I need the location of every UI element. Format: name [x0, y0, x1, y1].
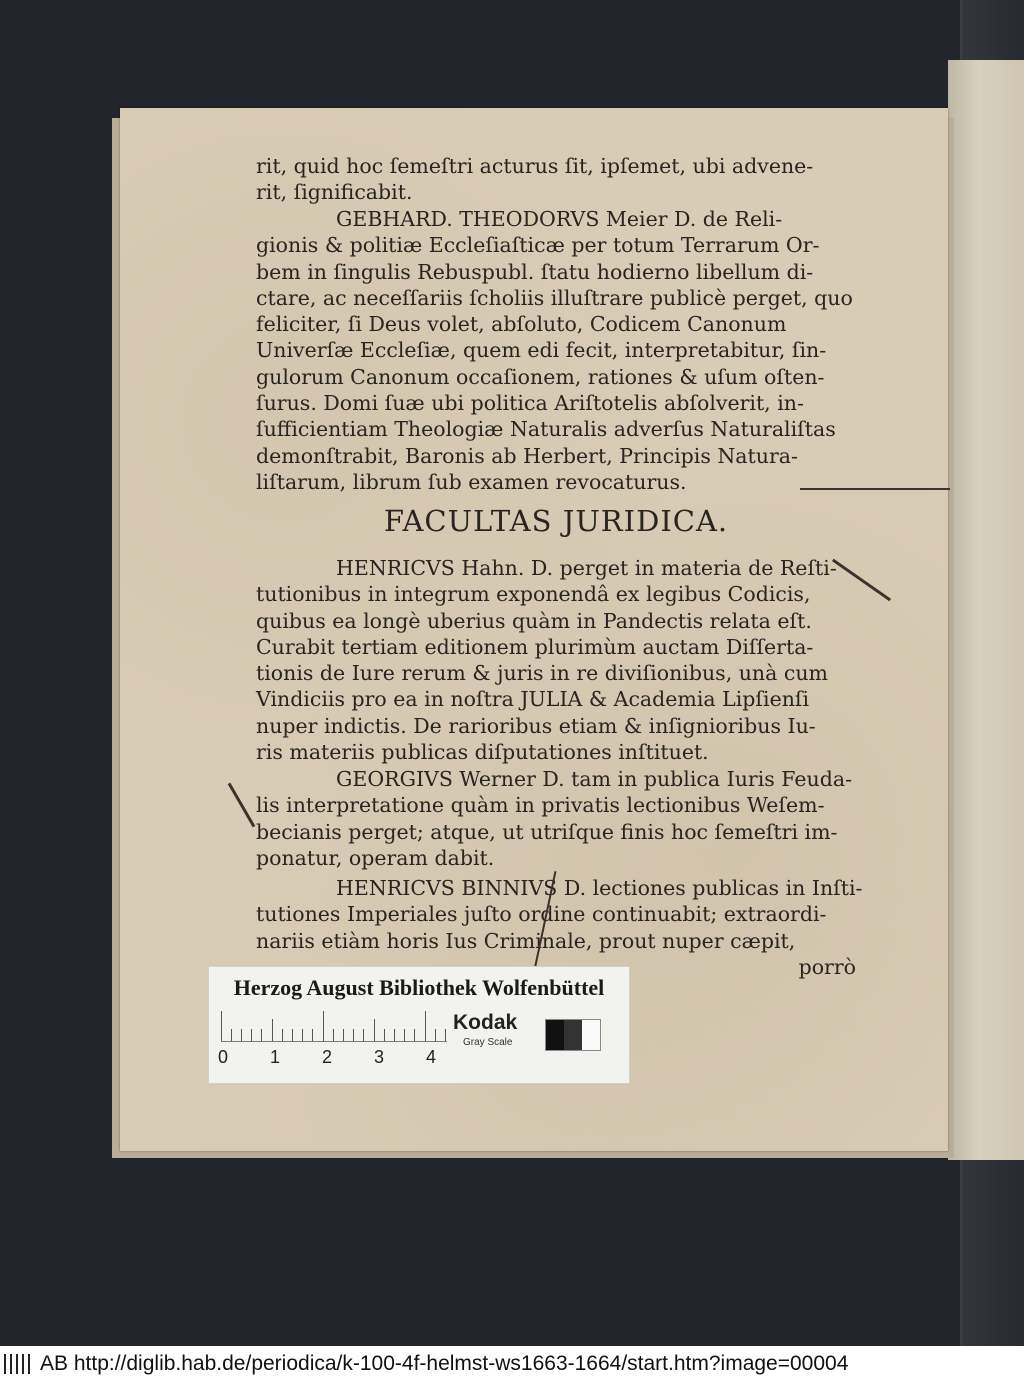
text-line: GEORGIVS Werner D. tam in publica Iuris Feuda-	[336, 767, 853, 791]
text-line: tutiones Imperiales juſto ordine continuabit; extraordi-	[256, 902, 827, 927]
library-name: Herzog August Bibliothek Wolfenbüttel	[233, 975, 605, 1000]
paragraph-binnius	[256, 875, 863, 980]
text-line: tutionibus in integrum exponendâ ex legibus Codicis,	[256, 582, 811, 607]
text-line: HENRICVS Hahn. D. perget in materia de Reſti-	[336, 556, 837, 580]
text-line: tionis de Iure rerum & juris in re diviſionibus, unà cum	[256, 661, 828, 686]
text-line: nariis etiàm horis Ius Criminale, prout nuper cæpit,	[256, 928, 796, 953]
text-line: rit, ſignificabit.	[256, 180, 413, 205]
ruler-number: 0	[217, 1047, 228, 1067]
url-footer	[0, 1346, 1024, 1383]
source-url[interactable]: AB http://diglib.hab.de/periodica/k-100-4f-helmst-ws1663-1664/start.htm?image=00004	[40, 1352, 849, 1375]
paragraph-continuation	[256, 153, 856, 206]
text-line: ſufficientiam Theologiæ Naturalis adverſus Naturaliſtas	[256, 417, 836, 442]
text-line: rit, quid hoc ſemeſtri acturus ſit, ipſemet, ubi advene-	[256, 154, 814, 178]
section-heading: FACULTAS JURIDICA.	[383, 504, 729, 538]
ruler-number: 2	[321, 1047, 332, 1067]
hab-logo-icon	[2, 1352, 42, 1378]
text-line: gionis & politiæ Eccleſiaſticæ per totum Terrarum Or-	[256, 233, 820, 258]
paragraph-hahn	[256, 555, 856, 765]
text-line: becianis perget; atque, ut utriſque finis hoc ſemeſtri im-	[256, 819, 838, 844]
text-line: ponatur, operam dabit.	[256, 845, 495, 870]
gray-scale-swatch	[545, 1019, 601, 1051]
kodak-logo: Kodak	[453, 1011, 518, 1034]
ruler-number: 4	[425, 1047, 436, 1067]
text-line: Vindiciis pro ea in noſtra JULIA & Academia Lipſienſi	[256, 687, 810, 712]
ruler-number: 1	[269, 1047, 280, 1067]
text-line: gulorum Canonum occaſionem, rationes & uſum oſten-	[256, 364, 825, 389]
scale-ruler	[221, 1011, 447, 1042]
text-line: nuper indictis. De rarioribus etiam & inſignioribus Iu-	[256, 713, 816, 738]
text-line: lis interpretatione quàm in privatis lectionibus Weſem-	[256, 793, 825, 818]
text-line: demonſtrabit, Baronis ab Herbert, Principis Natura-	[256, 443, 798, 468]
text-line: feliciter, ſi Deus volet, abſoluto, Codicem Canonum	[256, 312, 787, 337]
ink-stroke	[800, 488, 950, 490]
text-line: Curabit tertiam editionem plurimùm auctam Diſſerta-	[256, 634, 814, 659]
text-line: Univerſæ Eccleſiæ, quem edi fecit, interpretabitur, ſin-	[256, 338, 827, 363]
paragraph-meier	[256, 206, 856, 495]
text-line: liſtarum, librum ſub examen revocaturus.	[256, 469, 687, 494]
ruler-number: 3	[373, 1047, 384, 1067]
text-line: bem in ſingulis Rebuspubl. ſtatu hodierno libellum di-	[256, 259, 814, 284]
facing-leaf-edge	[948, 60, 1024, 1160]
text-line: GEBHARD. THEODORVS Meier D. de Reli-	[336, 207, 783, 231]
text-line: ctare, ac neceſſariis ſcholiis illuſtrare publicè perget, quo	[256, 285, 853, 310]
gray-scale-label: Gray Scale	[463, 1037, 513, 1048]
text-line: quibus ea longè uberius quàm in Pandectis relata eſt.	[256, 608, 812, 633]
library-label	[208, 966, 630, 1084]
text-line: ſurus. Domi ſuæ ubi politica Ariſtotelis abſolverit, in-	[256, 391, 804, 416]
text-line: HENRICVS BINNIVS D. lectiones publicas in Inſti-	[336, 876, 863, 900]
catchword: porrò	[798, 954, 856, 979]
text-line: ris materiis publicas diſputationes inſtituet.	[256, 740, 709, 765]
paragraph-werner	[256, 766, 856, 871]
